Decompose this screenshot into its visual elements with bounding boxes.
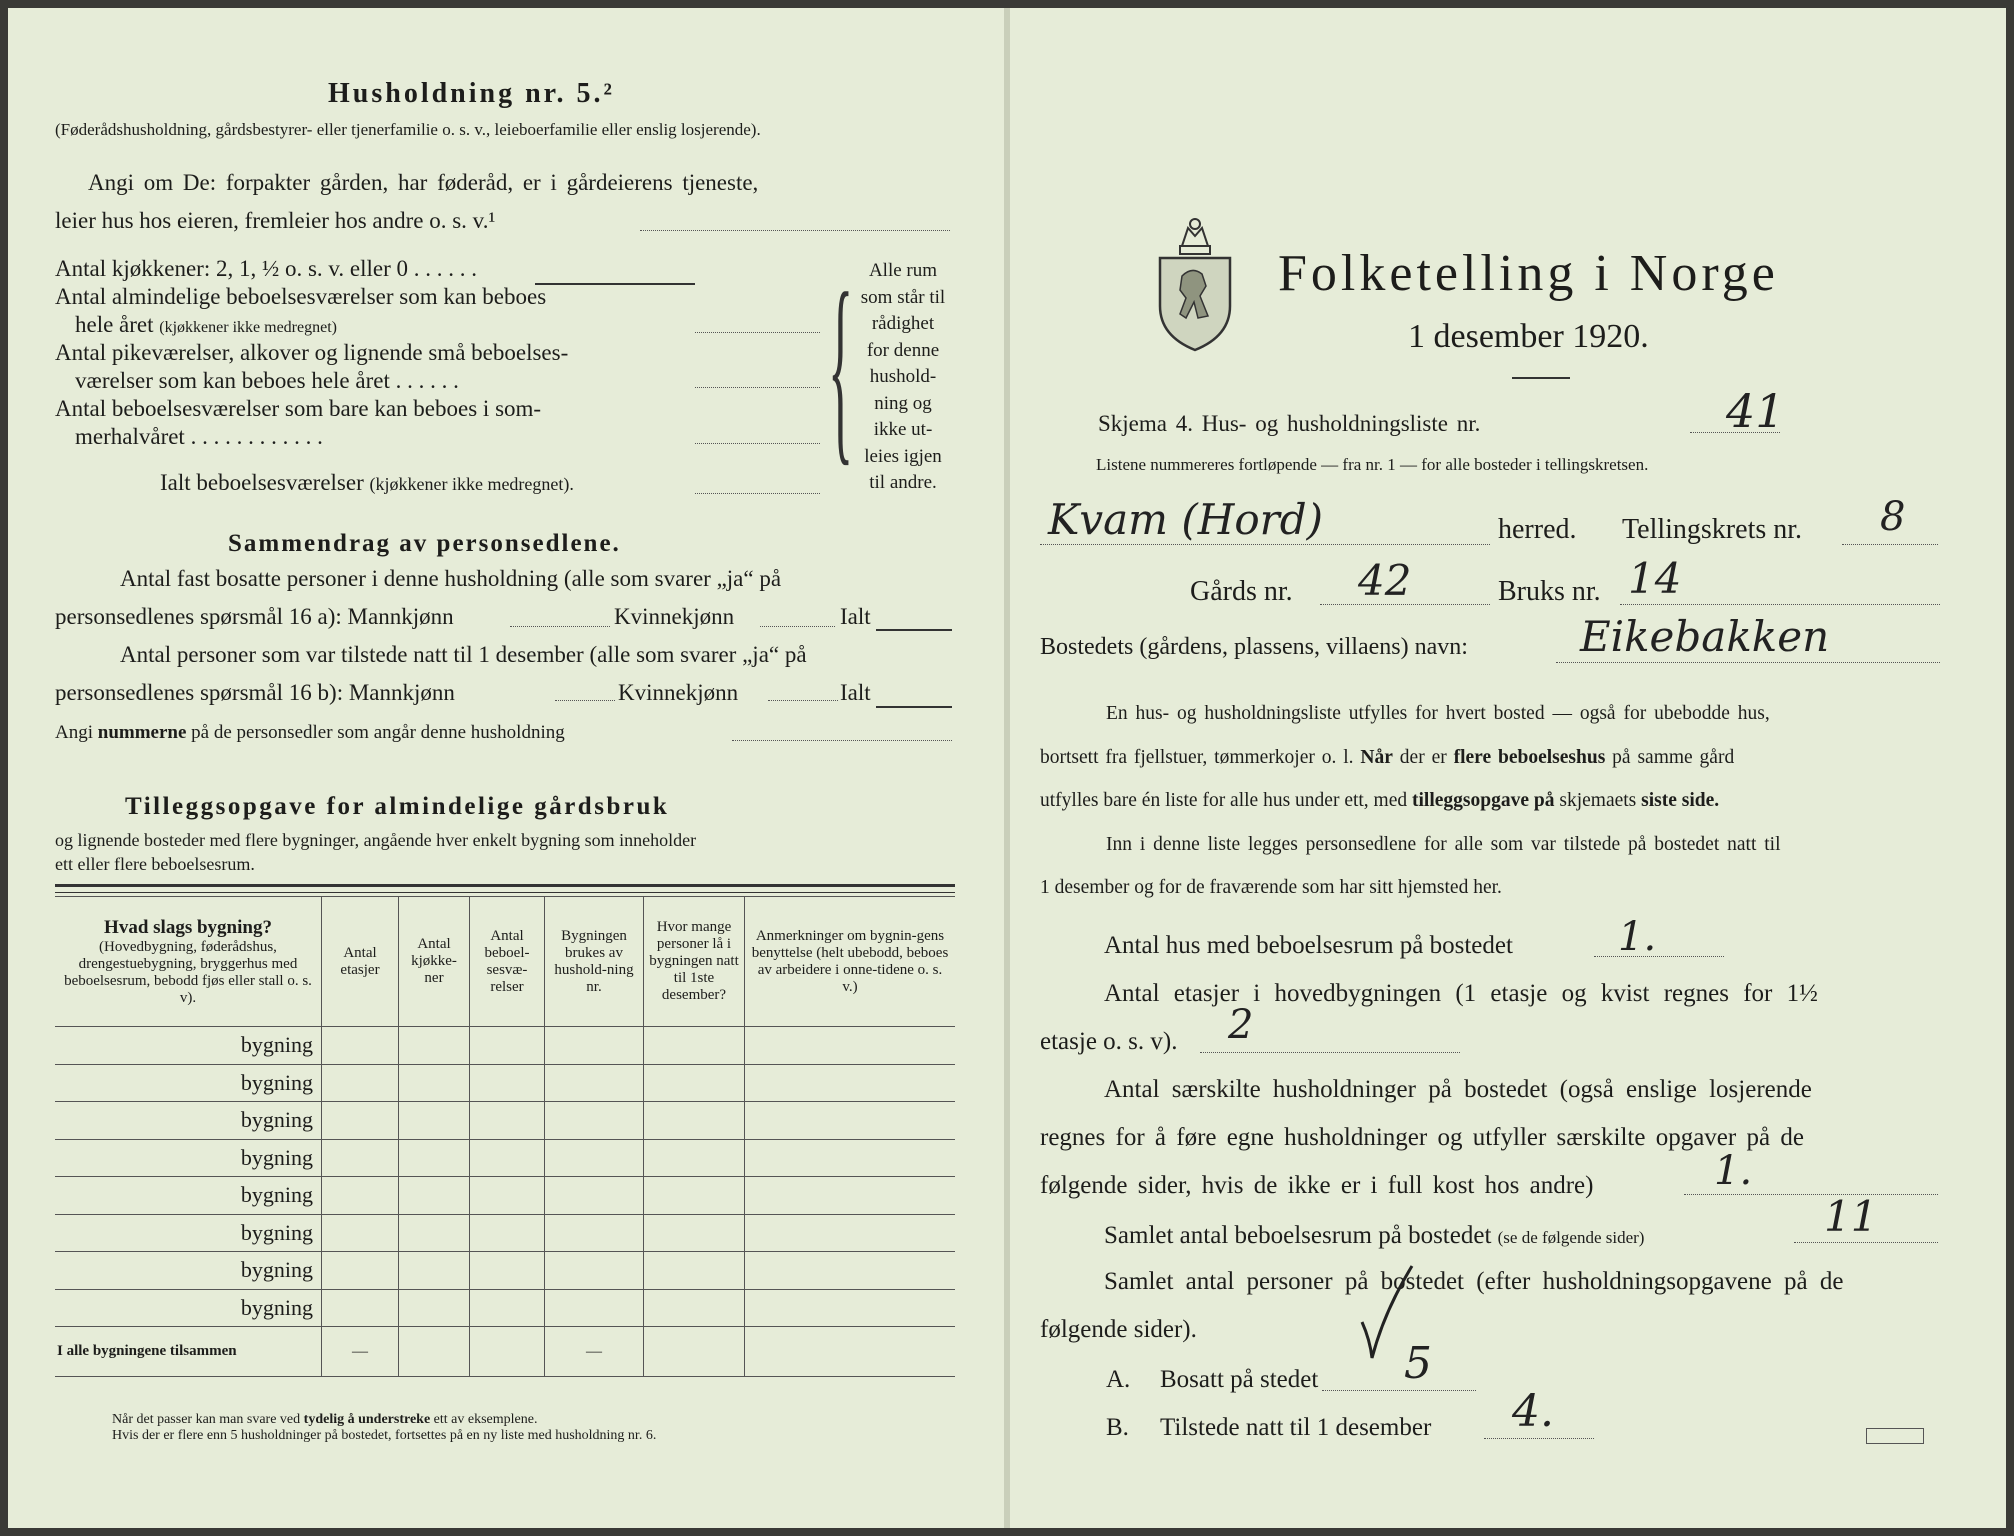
houses-line — [1594, 956, 1724, 957]
resident-male-label: personsedlenes spørsmål 16 a): Mannkjønn — [55, 604, 454, 629]
persons-cell[interactable] — [644, 1064, 745, 1102]
angi-line-2: leier hus hos eieren, fremleier hos andre o. s. v.¹ — [55, 208, 496, 233]
maid-rooms-line-2: værelser som kan beboes hele året . . . . . . — [75, 368, 459, 393]
para1-line-2 — [1040, 747, 1734, 769]
brace-note-line: rådighet — [871, 313, 935, 334]
brace: { — [828, 251, 854, 483]
building-type-cell[interactable]: bygning — [55, 1102, 322, 1140]
para1-2d: flere beboelseshus — [1453, 747, 1606, 768]
floors-value[interactable]: 2 — [1228, 1002, 1254, 1048]
households-line-2: regnes for å føre egne husholdninger og utfyller særskilte opgaver på de — [1040, 1124, 1804, 1151]
title-rule — [1512, 377, 1570, 379]
table-top-rule — [55, 884, 955, 887]
schema-label: Skjema 4. Hus- og husholdningsliste nr. — [1098, 411, 1481, 436]
total-rooms-site-label: Samlet antal beboelsesrum på bostedet — [1104, 1222, 1492, 1249]
para2-line-2: 1 desember og for de fraværende som har sitt hjemsted her. — [1040, 877, 1502, 898]
used-by-cell[interactable] — [545, 1252, 644, 1290]
kitchens-cell[interactable] — [399, 1177, 470, 1215]
bosted-line — [1556, 662, 1940, 663]
col-kitchens: Antal kjøkke-ner — [399, 897, 470, 1027]
col-building-type — [55, 897, 322, 1027]
building-type-cell[interactable]: bygning — [55, 1289, 322, 1327]
footnote-1c: ett av eksemplene. — [433, 1412, 538, 1427]
para1-2b: Når — [1360, 747, 1393, 768]
b-label: Tilstede natt til 1 desember — [1160, 1414, 1432, 1441]
table-row — [55, 1064, 955, 1102]
para2-line-1: Inn i denne liste legges personsedlene for alle som var tilstede på bostedet natt til — [1106, 834, 1781, 855]
para1-2a: bortsett fra fjellstuer, tømmerkojer o. l. — [1040, 747, 1354, 768]
a-letter: A. — [1106, 1366, 1131, 1393]
b-value[interactable]: 4. — [1512, 1386, 1554, 1437]
norway-coat-of-arms-icon — [1152, 206, 1238, 352]
total-rooms-site-line — [1794, 1242, 1938, 1243]
building-type-cell[interactable]: bygning — [55, 1027, 322, 1065]
total-rooms-note: (kjøkkener ikke medregnet). — [369, 474, 574, 494]
total-rooms-label: Ialt beboelsesværelser — [160, 470, 364, 495]
total-rooms-field[interactable] — [695, 493, 820, 494]
used-by-cell[interactable] — [545, 1064, 644, 1102]
rooms-common-line-1: Antal almindelige beboelsesværelser som kan beboes — [55, 284, 547, 309]
floors-cell[interactable] — [322, 1064, 399, 1102]
total-rooms-line — [1104, 1222, 1644, 1250]
houses-label: Antal hus med beboelsesrum på bostedet — [1104, 932, 1513, 959]
para1-3a: utfylles bare én liste for alle hus under ett, med — [1040, 790, 1408, 811]
para1-3d: siste side. — [1641, 790, 1720, 811]
tellingskrets-line — [1842, 544, 1938, 545]
summer-rooms-line-2: merhalvåret . . . . . . . . . . . . — [75, 424, 323, 449]
col-used-by: Bygningen brukes av hushold-ning nr. — [545, 897, 644, 1027]
total-kitchens[interactable] — [399, 1327, 470, 1377]
brace-note-line: hushold- — [869, 366, 937, 387]
kitchens-cell[interactable] — [399, 1102, 470, 1140]
remarks-cell[interactable] — [745, 1214, 956, 1252]
present-female-label: Kvinnekjønn — [618, 680, 739, 705]
resident-line-1: Antal fast bosatte personer i denne husholdning (alle som svarer „ja“ på — [120, 566, 782, 591]
b-value-line — [1484, 1438, 1594, 1439]
rooms-cell[interactable] — [470, 1064, 545, 1102]
summary-title: Sammendrag av personsedlene. — [228, 530, 621, 557]
remarks-cell[interactable] — [745, 1252, 956, 1290]
total-row-label: I alle bygningene tilsammen — [55, 1327, 322, 1377]
rooms-cell[interactable] — [470, 1139, 545, 1177]
table-row — [55, 1214, 955, 1252]
para1-line-3 — [1040, 790, 1719, 812]
remarks-cell[interactable] — [745, 1064, 956, 1102]
bruks-label: Bruks nr. — [1498, 576, 1601, 607]
total-persons-line-1: Samlet antal personer på bostedet (efter husholdningsopgavene på de — [1104, 1268, 1844, 1295]
total-rooms-site-note: (se de følgende sider) — [1497, 1228, 1645, 1247]
rooms-cell[interactable] — [470, 1102, 545, 1140]
kitchens-cell[interactable] — [399, 1027, 470, 1065]
para1-3c: skjemaets — [1559, 790, 1637, 811]
schema-number-line — [1690, 432, 1780, 433]
supplement-sub-1: og lignende bosteder med flere bygninger, angående hver enkelt bygning som inneholder — [55, 830, 697, 850]
kitchens-cell[interactable] — [399, 1214, 470, 1252]
present-total-field[interactable] — [876, 706, 952, 708]
herred-label: herred. — [1498, 514, 1577, 545]
brace-note-line: til andre. — [869, 472, 937, 493]
col-building-type-note: (Hovedbygning, føderådshus, drengestuebygning, bryggerhus med beboelsesrum, bebodd fjøs eller stall o. s. v). — [64, 938, 312, 1006]
brace-note-line: ikke ut- — [873, 419, 933, 440]
remarks-cell[interactable] — [745, 1102, 956, 1140]
remarks-cell[interactable] — [745, 1139, 956, 1177]
rooms-cell[interactable] — [470, 1177, 545, 1215]
buildings-table-header — [55, 897, 955, 1027]
households-value-line — [1684, 1194, 1938, 1195]
houses-value[interactable]: 1. — [1618, 914, 1657, 960]
para1-3b: tilleggsopgave på — [1412, 790, 1555, 811]
building-type-cell[interactable]: bygning — [55, 1252, 322, 1290]
rooms-common-label: hele året — [75, 312, 154, 337]
building-type-cell[interactable]: bygning — [55, 1177, 322, 1215]
table-row — [55, 1027, 955, 1065]
floors-cell[interactable] — [322, 1252, 399, 1290]
numbering-note: Listene nummereres fortløpende — fra nr. 1 — for alle bosteder i tellingskretsen. — [1096, 455, 1649, 474]
col-floors: Antal etasjer — [322, 897, 399, 1027]
total-rooms-site-value[interactable]: 11 — [1824, 1192, 1878, 1241]
numbers-label-b: nummerne — [97, 722, 187, 743]
brace-note-line: for denne — [866, 339, 940, 361]
used-by-cell[interactable] — [545, 1139, 644, 1177]
total-persons-line-2: følgende sider). — [1040, 1316, 1197, 1343]
tellingskrets-label: Tellingskrets nr. — [1622, 514, 1803, 545]
page-fold — [1004, 8, 1010, 1528]
kitchens-cell[interactable] — [399, 1064, 470, 1102]
kitchens-field[interactable] — [535, 283, 695, 285]
used-by-cell[interactable] — [545, 1027, 644, 1065]
kitchens-cell[interactable] — [399, 1139, 470, 1177]
persons-cell[interactable] — [644, 1027, 745, 1065]
brace-note-line: leies igjen — [864, 445, 942, 467]
rooms-cell[interactable] — [470, 1027, 545, 1065]
total-persons[interactable] — [644, 1327, 745, 1377]
total-rooms-row — [160, 470, 574, 496]
bosted-label: Bostedets (gårdens, plassens, villaens) navn: — [1040, 634, 1468, 660]
total-floors[interactable]: — — [322, 1327, 399, 1377]
resident-line-2 — [55, 604, 454, 630]
total-remarks[interactable] — [745, 1327, 956, 1377]
present-male-field[interactable] — [555, 700, 615, 701]
summer-rooms-line-1: Antal beboelsesværelser som bare kan beboes i som- — [55, 396, 542, 421]
present-total-label: Ialt — [840, 680, 871, 705]
col-remarks: Anmerkninger om bygnin-gens benyttelse (helt ubebodd, beboes av arbeidere i onne-tidene o. s. v.) — [745, 897, 956, 1027]
persons-cell[interactable] — [644, 1177, 745, 1215]
a-value-line — [1322, 1390, 1476, 1391]
buildings-table — [55, 896, 955, 1377]
table-row — [55, 1102, 955, 1140]
numbers-label-c: på de personsedler som angår denne husholdning — [191, 722, 565, 743]
col-persons: Hvor mange personer lå i bygningen natt til 1ste desember? — [644, 897, 745, 1027]
kitchens-cell[interactable] — [399, 1252, 470, 1290]
gards-line — [1320, 604, 1490, 605]
resident-male-field[interactable] — [510, 626, 610, 627]
persons-cell[interactable] — [644, 1289, 745, 1327]
col-rooms: Antal beboel-sesvæ-relser — [470, 897, 545, 1027]
rooms-cell[interactable] — [470, 1289, 545, 1327]
present-male-label: personsedlenes spørsmål 16 b): Mannkjønn — [55, 680, 455, 705]
para1-line-1: En hus- og husholdningsliste utfylles for hvert bosted — også for ubebodde hus, — [1106, 703, 1770, 724]
resident-female-field[interactable] — [760, 626, 835, 627]
table-row — [55, 1252, 955, 1290]
para1-2c: der er — [1399, 747, 1447, 768]
floors-cell[interactable] — [322, 1102, 399, 1140]
floors-value-line — [1200, 1052, 1460, 1053]
used-by-cell[interactable] — [545, 1214, 644, 1252]
floors-line-2: etasje o. s. v). — [1040, 1028, 1178, 1055]
gards-label: Gårds nr. — [1190, 576, 1293, 607]
present-line-1: Antal personer som var tilstede natt til 1 desember (alle som svarer „ja“ på — [120, 642, 807, 667]
gards-value[interactable]: 42 — [1358, 556, 1412, 605]
angi-line-1: Angi om De: forpakter gården, har føderåd, er i gårdeierens tjeneste, — [88, 170, 759, 195]
brace-note-line: Alle rum — [868, 260, 938, 281]
households-line-3: følgende sider, hvis de ikke er i full kost hos andre) — [1040, 1172, 1594, 1199]
building-type-cell[interactable]: bygning — [55, 1139, 322, 1177]
maid-rooms-field[interactable] — [695, 387, 820, 388]
col-building-type-title: Hvad slags bygning? — [104, 916, 272, 938]
persons-cell[interactable] — [644, 1252, 745, 1290]
total-rooms[interactable] — [470, 1327, 545, 1377]
b-letter: B. — [1106, 1414, 1129, 1441]
para1-2e: på samme gård — [1612, 747, 1735, 768]
table-row — [55, 1139, 955, 1177]
tellingskrets-value[interactable]: 8 — [1880, 494, 1906, 540]
households-line-1: Antal særskilte husholdninger på bostedet (også enslige losjerende — [1104, 1076, 1812, 1103]
numbers-row — [55, 722, 565, 744]
summer-rooms-field[interactable] — [695, 443, 820, 444]
building-type-cell[interactable]: bygning — [55, 1214, 322, 1252]
footnote-1a: Når det passer kan man svare ved — [112, 1412, 301, 1427]
remarks-cell[interactable] — [745, 1027, 956, 1065]
printer-stamp — [1866, 1428, 1924, 1444]
rooms-common-field[interactable] — [695, 332, 820, 333]
floors-cell[interactable] — [322, 1027, 399, 1065]
total-used-by[interactable]: — — [545, 1327, 644, 1377]
used-by-cell[interactable] — [545, 1289, 644, 1327]
present-female-field[interactable] — [768, 700, 838, 701]
total-row — [55, 1327, 955, 1377]
table-row — [55, 1289, 955, 1327]
footnote-1b: tydelig å understreke — [303, 1412, 431, 1427]
numbers-label-a: Angi — [55, 722, 93, 743]
persons-cell[interactable] — [644, 1139, 745, 1177]
floors-line-1: Antal etasjer i hovedbygningen (1 etasje og kvist regnes for 1½ — [1104, 980, 1818, 1007]
bruks-value[interactable]: 14 — [1628, 554, 1682, 603]
floors-cell[interactable] — [322, 1139, 399, 1177]
herred-value[interactable]: Kvam (Hord) — [1048, 495, 1323, 544]
used-by-cell[interactable] — [545, 1177, 644, 1215]
resident-female-label: Kvinnekjønn — [614, 604, 735, 629]
rooms-cell[interactable] — [470, 1252, 545, 1290]
brace-note-line: som står til — [860, 286, 946, 308]
a-label: Bosatt på stedet — [1160, 1366, 1319, 1393]
rooms-common-note: (kjøkkener ikke medregnet) — [159, 319, 337, 336]
table-top-rule-2 — [55, 892, 955, 893]
resident-total-label: Ialt — [840, 604, 871, 629]
numbers-field[interactable] — [732, 740, 952, 741]
households-value[interactable]: 1. — [1714, 1148, 1753, 1194]
kitchens-label: Antal kjøkkener: 2, 1, ½ o. s. v. eller 0 . . . . . . — [55, 256, 478, 281]
floors-cell[interactable] — [322, 1214, 399, 1252]
herred-line — [1040, 544, 1490, 545]
kitchens-cell[interactable] — [399, 1289, 470, 1327]
rooms-cell[interactable] — [470, 1214, 545, 1252]
schema-number[interactable]: 41 — [1726, 384, 1785, 438]
footnote-1 — [112, 1412, 537, 1428]
floors-cell[interactable] — [322, 1289, 399, 1327]
maid-rooms-line-1: Antal pikeværelser, alkover og lignende små beboelses- — [55, 340, 569, 365]
remarks-cell[interactable] — [745, 1289, 956, 1327]
building-type-cell[interactable]: bygning — [55, 1064, 322, 1102]
floors-cell[interactable] — [322, 1177, 399, 1215]
rooms-common-line-2 — [75, 312, 337, 338]
used-by-cell[interactable] — [545, 1102, 644, 1140]
footnote-2: Hvis der er flere enn 5 husholdninger på bostedet, fortsettes på en ny liste med husholdning nr. 6. — [112, 1428, 657, 1443]
household-intro-note: (Føderådshusholdning, gårdsbestyrer- eller tjenerfamilie o. s. v., leieboerfamilie eller enslig losjerende). — [55, 120, 761, 139]
resident-total-field[interactable] — [876, 629, 952, 631]
census-title: Folketelling i Norge — [1278, 245, 1779, 302]
persons-cell[interactable] — [644, 1102, 745, 1140]
household-title: Husholdning nr. 5.² — [328, 78, 615, 109]
bosted-value[interactable]: Eikebakken — [1580, 612, 1830, 661]
remarks-cell[interactable] — [745, 1177, 956, 1215]
census-date: 1 desember 1920. — [1408, 318, 1649, 355]
table-row — [55, 1177, 955, 1215]
brace-note-line: ning og — [874, 392, 932, 414]
bruks-line — [1620, 604, 1940, 605]
supplement-sub-2: ett eller flere beboelsesrum. — [55, 854, 255, 874]
supplement-title: Tilleggsopgave for almindelige gårdsbruk — [125, 793, 670, 820]
a-value[interactable]: 5 — [1404, 1338, 1432, 1389]
persons-cell[interactable] — [644, 1214, 745, 1252]
brace-note — [848, 258, 958, 497]
angi-answer-line[interactable] — [640, 230, 950, 231]
